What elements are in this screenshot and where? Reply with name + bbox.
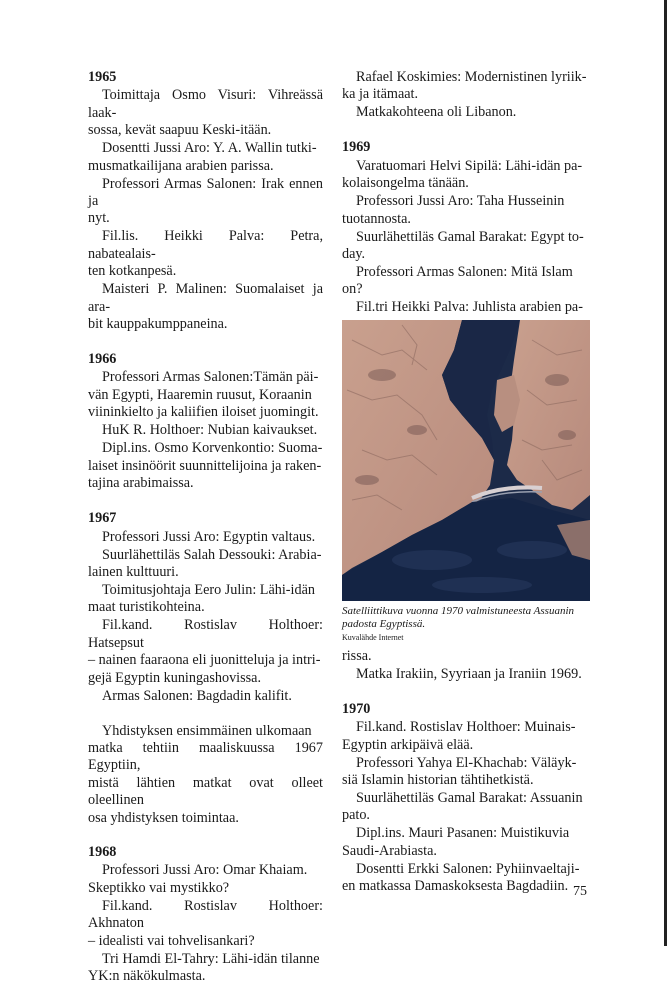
- text-line: day.: [342, 246, 366, 263]
- text-line: Dipl.ins. Mauri Pasanen: Muistikuvia: [356, 825, 570, 842]
- lecture-entry: [88, 87, 323, 139]
- text-line: ka ja itämaat.: [342, 86, 419, 103]
- lecture-entry: [88, 369, 323, 421]
- lecture-entry: [342, 158, 590, 193]
- text-line: Toimitusjohtaja Eero Julin: Lähi-idän: [102, 581, 315, 598]
- travel-paragraph: [88, 723, 323, 827]
- satellite-image-aswan-dam: [342, 320, 590, 601]
- lecture-entry: [88, 951, 323, 986]
- text-line: vän Egypti, Haaremin ruusut, Koraanin: [88, 386, 312, 403]
- text-line: laiset insinöörit suunnittelijoina ja raken-: [88, 457, 322, 474]
- lecture-entry: [342, 719, 590, 754]
- section-1969: [342, 139, 590, 316]
- text-line: sossa, kevät saapuu Keski-itään.: [88, 122, 272, 139]
- text-line: en matkassa Damaskoksesta Bagdadiin.: [342, 878, 569, 895]
- text-line: Professori Jussi Aro: Omar Khaiam.: [102, 862, 308, 879]
- right-continued: [342, 69, 590, 122]
- year-heading: 1968: [88, 843, 117, 860]
- lecture-entry: [342, 229, 590, 264]
- text-line: Suurlähettiläs Gamal Barakat: Egypt to-: [356, 228, 584, 245]
- text-line: Fil.tri Heikki Palva: Juhlista arabien pa-: [356, 299, 583, 316]
- year-heading: 1966: [88, 351, 117, 368]
- lecture-entry: [88, 688, 323, 705]
- lecture-entry: [88, 529, 323, 546]
- text-line: Toimittaja Osmo Visuri: Vihreässä laak-: [88, 87, 323, 121]
- text-line: – idealisti vai tohvelisankari?: [88, 932, 255, 949]
- text-line: tuotannosta.: [342, 210, 411, 227]
- lecture-entry: [342, 666, 590, 683]
- lecture-entry: [342, 69, 590, 104]
- text-line: Fil.lis. Heikki Palva: Petra, nabatealais-: [88, 228, 323, 262]
- text-line: musmatkailijana arabien parissa.: [88, 157, 274, 174]
- year-heading: 1969: [342, 139, 371, 156]
- text-line: kolaisongelma tänään.: [342, 175, 469, 192]
- lecture-entry: [88, 281, 323, 333]
- left-column: [88, 69, 323, 986]
- text-line: nyt.: [88, 210, 110, 227]
- text-line: Fil.kand. Rostislav Holthoer: Muinais-: [356, 719, 576, 736]
- text-line: Suurlähettiläs Salah Dessouki: Arabia-: [102, 546, 322, 563]
- text-line: Fil.kand. Rostislav Holthoer: Akhnaton: [88, 897, 323, 932]
- lecture-entry: [342, 648, 590, 665]
- year-heading: 1967: [88, 510, 117, 527]
- text-line: osa yhdistyksen toimintaa.: [88, 809, 239, 826]
- lecture-entry: [342, 264, 590, 299]
- text-line: Maisteri P. Malinen: Suomalaiset ja ara-: [88, 281, 323, 315]
- text-line: lainen kulttuuri.: [88, 563, 179, 580]
- text-line: Professori Armas Salonen: Mitä Islam: [356, 264, 573, 281]
- lecture-entry: [88, 617, 323, 687]
- text-line: viininkielto ja kaliifien iloiset juomingit.: [88, 404, 319, 421]
- text-line: Fil.kand. Rostislav Holthoer: Hatsepsut: [88, 617, 323, 651]
- lecture-entry: [88, 898, 323, 950]
- figure-caption: [342, 605, 590, 644]
- right-column: [342, 69, 590, 896]
- sections-a: [88, 69, 323, 705]
- lecture-entry: [342, 299, 590, 316]
- year-heading: 1970: [342, 700, 371, 717]
- text-line: matka tehtiin maaliskuussa 1967 Egyptiin,: [88, 739, 323, 774]
- lecture-entry: [88, 547, 323, 582]
- text-line: Armas Salonen: Bagdadin kalifit.: [102, 687, 292, 704]
- text-line: Dosentti Erkki Salonen: Pyhiinvaeltaji-: [356, 860, 580, 877]
- text-line: Skeptikko vai mystikko?: [88, 879, 230, 896]
- text-line: Matka Irakiin, Syyriaan ja Iraniin 1969.: [356, 665, 582, 682]
- text-line: Suurlähettiläs Gamal Barakat: Assuanin: [356, 790, 583, 807]
- lecture-entry: [342, 193, 590, 228]
- text-line: maat turistikohteina.: [88, 599, 205, 616]
- text-line: YK:n näkökulmasta.: [88, 968, 206, 984]
- text-line: Professori Armas Salonen: Irak ennen ja: [88, 175, 323, 210]
- lecture-entry: [88, 176, 323, 228]
- caption-text: [342, 605, 590, 631]
- text-line: padosta Egyptissä.: [342, 617, 426, 630]
- text-line: Rafael Koskimies: Modernistinen lyriik-: [356, 69, 587, 85]
- text-line: siä Islamin historian tähtihetkistä.: [342, 772, 534, 789]
- lecture-entry: [88, 140, 323, 175]
- right-after-figure: [342, 648, 590, 683]
- text-line: HuK R. Holthoer: Nubian kaivaukset.: [102, 422, 318, 439]
- text-line: Professori Jussi Aro: Egyptin valtaus.: [102, 528, 316, 545]
- text-line: Saudi-Arabiasta.: [342, 842, 437, 859]
- lecture-entry: [88, 228, 323, 280]
- lecture-entry: [88, 422, 323, 439]
- lecture-entry: [342, 825, 590, 860]
- text-line: Tri Hamdi El-Tahry: Lähi-idän tilanne: [102, 950, 320, 967]
- text-line: on?: [342, 281, 363, 298]
- text-line: Dipl.ins. Osmo Korvenkontio: Suoma-: [102, 440, 323, 457]
- text-line: – nainen faaraona eli juonitteluja ja intri-: [88, 652, 321, 669]
- text-line: Matkakohteena oli Libanon.: [356, 104, 517, 121]
- lecture-entry: [88, 440, 323, 492]
- image-credit: Kuvalähde Internet: [342, 632, 404, 642]
- text-line: Yhdistyksen ensimmäinen ulkomaan: [102, 722, 312, 739]
- lecture-entry: [88, 862, 323, 897]
- sections-b: [88, 844, 323, 985]
- text-line: Varatuomari Helvi Sipilä: Lähi-idän pa-: [356, 157, 583, 174]
- section-1970: [342, 701, 590, 896]
- text-line: Satelliittikuva vuonna 1970 valmistuneesta Assuanin: [342, 604, 574, 617]
- page-number: 75: [573, 884, 587, 899]
- lecture-entry: [88, 582, 323, 617]
- text-line: Professori Armas Salonen:Tämän päi-: [102, 369, 319, 386]
- text-line: Dosentti Jussi Aro: Y. A. Wallin tutki-: [102, 140, 317, 157]
- text-line: ten kotkanpesä.: [88, 263, 177, 280]
- text-line: Egyptin arkipäivä elää.: [342, 736, 474, 753]
- text-line: Professori Jussi Aro: Taha Husseinin: [356, 193, 565, 210]
- lecture-entry: [342, 755, 590, 790]
- text-line: tajina arabimaissa.: [88, 475, 194, 492]
- lecture-entry: [342, 104, 590, 121]
- lecture-entry: [342, 861, 590, 896]
- text-line: gejä Egyptin kuningashovissa.: [88, 669, 261, 686]
- text-line: bit kauppakumppaneina.: [88, 316, 228, 333]
- text-line: mistä lähtien matkat ovat olleet oleellinen: [88, 774, 323, 809]
- text-line: pato.: [342, 807, 370, 824]
- text-line: Professori Yahya El-Khachab: Väläyk-: [356, 754, 577, 771]
- year-heading: 1965: [88, 69, 117, 85]
- text-line: rissa.: [342, 647, 372, 664]
- lecture-entry: [342, 790, 590, 825]
